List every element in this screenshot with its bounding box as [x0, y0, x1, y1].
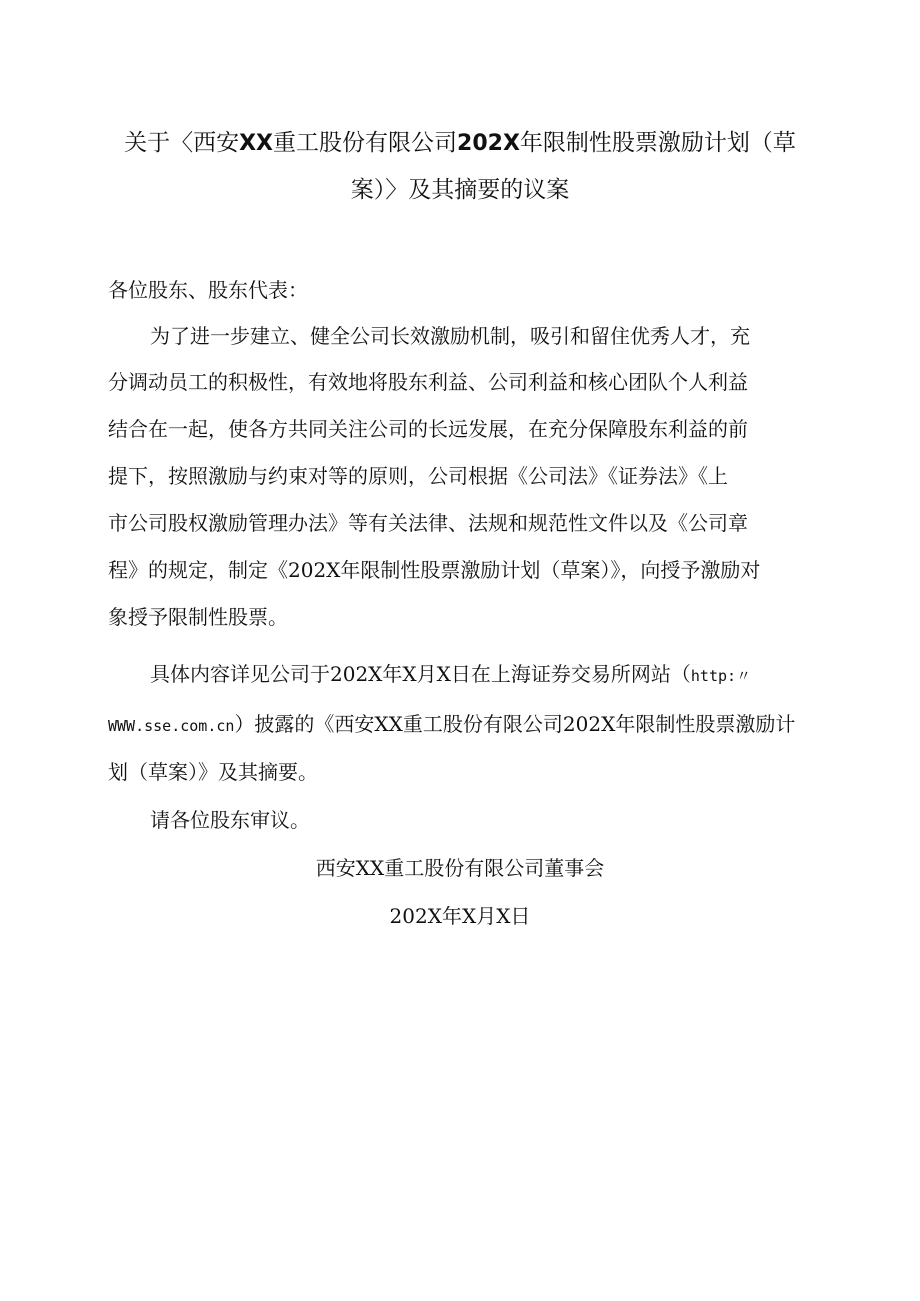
- title-text: 关于〈西安: [124, 130, 240, 156]
- title-text: XX: [239, 131, 274, 156]
- signature-date: 202X年X月X日: [389, 904, 531, 928]
- paragraph-line: [150, 660, 751, 690]
- url-text: http:〃: [690, 667, 752, 685]
- paragraph-line: 象授予限制性股票。: [108, 605, 288, 629]
- title-text: 重工股份有限公司: [273, 130, 458, 156]
- title-text: 202X: [457, 131, 520, 156]
- paragraph-line: 划（草案）》及其摘要。: [108, 760, 318, 784]
- signature: 西安XX重工股份有限公司董事会: [315, 856, 605, 880]
- title-text: 年限制性股票激励计划（草: [519, 130, 796, 156]
- document-title: [108, 120, 812, 213]
- paragraph-line: 结合在一起，使各方共同关注公司的长远发展，在充分保障股东利益的前: [108, 417, 748, 441]
- salutation: 各位股东、股东代表：: [108, 278, 308, 302]
- url-text: WWW.sse.com.cn: [108, 717, 235, 735]
- closing-text: 请各位股东审议。: [150, 808, 310, 832]
- paragraph-text: ）披露的《西安XX重工股份有限公司202X年限制性股票激励计: [234, 712, 796, 736]
- paragraph-line: [108, 710, 795, 740]
- paragraph-line: 程》的规定，制定《202X年限制性股票激励计划（草案）》，向授予激励对: [108, 558, 761, 582]
- paragraph-text: 具体内容详见公司于202X年X月X日在上海证券交易所网站（: [150, 662, 691, 686]
- title-line-2: 案）〉及其摘要的议案: [350, 177, 570, 203]
- paragraph-line: 提下，按照激励与约束对等的原则，公司根据《公司法》《证券法》《上: [108, 464, 728, 488]
- title-line-1: [108, 120, 812, 167]
- paragraph-line: 为了进一步建立、健全公司长效激励机制，吸引和留住优秀人才，充: [150, 324, 750, 348]
- paragraph-line: 市公司股权激励管理办法》等有关法律、法规和规范性文件以及《公司章: [108, 511, 748, 535]
- paragraph-line: 分调动员工的积极性，有效地将股东利益、公司利益和核心团队个人利益: [108, 370, 748, 394]
